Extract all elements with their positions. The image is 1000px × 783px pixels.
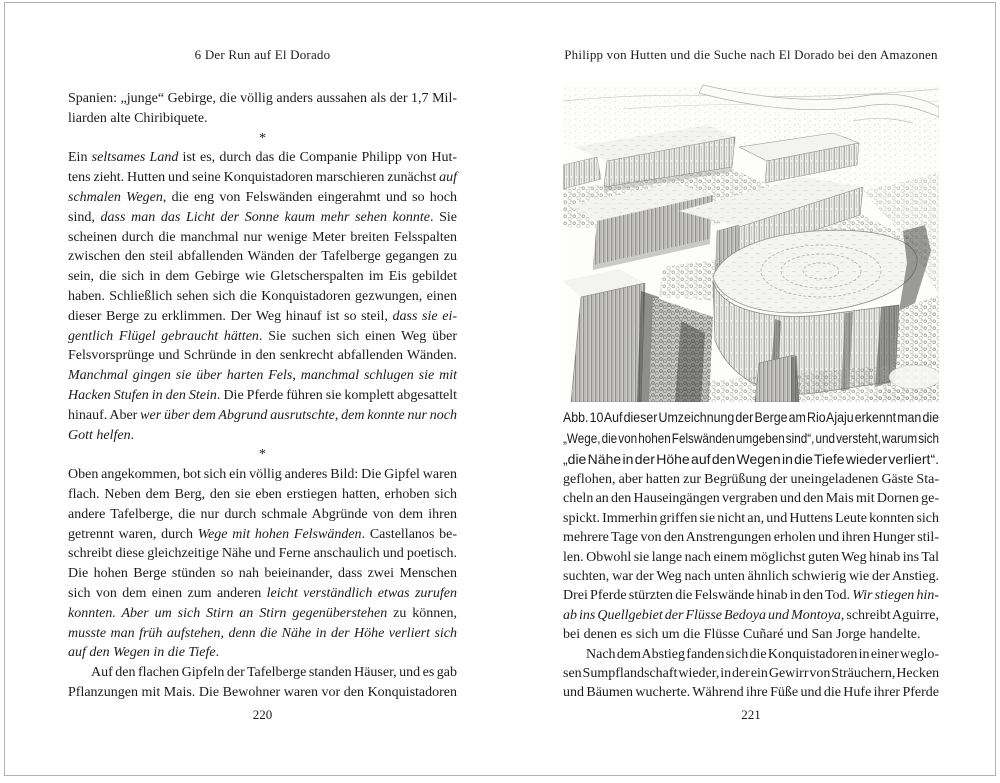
text-line: suchten, war der Weg nach unten ähnlich schwierig wie der Anstieg. [563, 568, 939, 584]
text-line: Drei Pferde stürzten die Felswände hinab in den Tod. Wir stiegen hin- [563, 588, 939, 604]
text-line: liarden alte Chiribiquete. [68, 110, 208, 126]
text-line: Spanien: „junge“ Gebirge, die völlig anders aussahen als der 1,7 Mil- [68, 91, 457, 106]
text-line: Pflanzungen mit Mais. Die Bewohner waren vor den Konquistadoren [68, 684, 457, 700]
text-line: len. Obwohl sie lange nach einem möglichst guten Weg hinab ins Tal [563, 549, 939, 565]
paragraph [563, 470, 939, 645]
text-line: musste man früh aufstehen, denn die Nähe in der Höhe verliert sich [68, 625, 457, 641]
text-line: tens zieht. Hutten und seine Konquistadoren marschieren zunächst auf [68, 170, 457, 186]
caption-line: „die Nähe in der Höhe auf den Wegen in die Tiefe wieder verliert“. [563, 450, 939, 467]
text-line: konnten. Aber um sich Stirn an Stirn gegenüberstehen zu können, [68, 605, 457, 621]
section-separator: * [259, 447, 266, 463]
text-line: sich von dem einen zum anderen leicht verständlich etwas zurufen [68, 585, 457, 601]
text-line: gentlich Flügel gebraucht hätten. Sie suchen sich einen Weg über [68, 328, 457, 344]
text-line: mehrere Tage von den Anstrengungen erholen und ihren Hunger stil- [563, 530, 939, 546]
text-line: Felsvorsprünge und Schründe in den senkrecht abfallenden Wänden. [68, 348, 457, 364]
text-line: cheln an den Hauseingängen vergraben und den Mais mit Dornen ge- [563, 491, 939, 507]
paragraph [68, 663, 457, 703]
text-line: haben. Schließlich sehen sich die Konquistadoren gezwungen, einen [68, 288, 457, 304]
text-line: geflohen, aber hatten zur Begrüßung der uneingeladenen Gäste Sta- [563, 472, 939, 487]
caption-line: Abb. 10 Auf dieser Umzeichnung der Berge am Rio Ajaju erkennt man die [563, 409, 939, 425]
running-header-left: 6 Der Run auf El Dorado [194, 47, 331, 62]
figure-caption [563, 407, 939, 469]
text-line: Manchmal gingen sie über harten Fels, manchmal schlugen sie mit [68, 368, 457, 384]
text-line: getrennt waren, durch Wege mit hohen Felswänden. Castellanos be- [68, 526, 457, 542]
body-text-right [563, 470, 939, 703]
text-line: flach. Neben dem Berg, den sie eben erstiegen hatten, erhoben sich [68, 486, 457, 502]
text-line: Nach dem Abstieg fanden sich die Konquistadoren in einer weglo- [586, 646, 939, 662]
text-line: hinauf. Aber wer über dem Abgrund ausrutschte, dem konnte nur noch [68, 407, 457, 423]
page-right [563, 0, 939, 783]
text-line: auf den Wegen in die Tiefe. [68, 645, 220, 661]
tepui-drawing [563, 81, 939, 402]
text-line: Hacken Stufen in den Stein. Die Pferde führen sie komplett abgesattelt [68, 387, 458, 403]
text-line: zwischen den steil abfallenden Wänden der Tafelberge gegangen zu [68, 249, 457, 265]
text-line: Gott helfen. [68, 427, 135, 443]
text-line: Oben angekommen, bot sich ein völlig anderes Bild: Die Gipfel waren [68, 467, 457, 483]
paragraph [563, 645, 939, 703]
body-text-left [68, 89, 457, 703]
text-line: ab ins Quellgebiet der Flüsse Bedoya und Montoya, schreibt Aguirre, [563, 607, 939, 623]
section-separator: * [259, 130, 266, 146]
text-line: sind, dass man das Licht der Sonne kaum mehr sehen konnte. Sie [68, 209, 457, 225]
page-left [68, 0, 457, 783]
text-line: schreibt diese gleichzeitige Nähe und Ferne anschaulich und poetisch. [68, 546, 457, 562]
text-line: sein, die sich in dem Gebirge wie Gletscherspalten im Eis gebildet [68, 269, 457, 285]
text-line: Die hohen Berge stünden so nah beieinander, dass zwei Menschen [68, 566, 457, 582]
paragraph [68, 148, 457, 445]
text-line: Auf den flachen Gipfeln der Tafelberge standen Häuser, und es gab [91, 665, 457, 681]
text-line: schmalen Wegen, die eng von Felswänden eingerahmt und so hoch [68, 189, 457, 205]
text-line: scheinen durch die manchmal nur wenige Meter breiten Felsspalten [68, 229, 457, 245]
tepui-illustration [563, 81, 939, 402]
page-number-left: 220 [252, 707, 273, 722]
text-line: spickt. Immerhin griffen sie nicht an, und Huttens Leute konnten sich [563, 510, 939, 526]
paragraph [68, 465, 457, 663]
text-line: andere Tafelberge, die nur durch schmale Abgründe von dem ihren [68, 506, 457, 522]
page-number-right: 221 [741, 707, 761, 722]
paragraph [68, 89, 457, 129]
text-line: sen Sumpflandschaft wieder, in der ein Gewirr von Sträuchern, Hecken [563, 665, 940, 681]
text-line: dieser Berge zu erklimmen. Der Weg hinauf ist so steil, dass sie ei- [68, 308, 457, 324]
text-line: und Bäumen wucherte. Während ihre Füße und die Hufe ihrer Pferde [563, 685, 939, 701]
text-line: bei denen es sich um die Flüsse Cuñaré und San Jorge handelte. [563, 627, 921, 643]
running-header-right: Philipp von Hutten und die Suche nach El Dorado bei den Amazonen [564, 47, 938, 62]
caption-line: „Wege, die von hohen Felswänden umgeben sind“, und versteht, warum sich [563, 429, 939, 446]
text-line: Ein seltsames Land ist es, durch das die Companie Philipp von Hut- [68, 150, 457, 166]
